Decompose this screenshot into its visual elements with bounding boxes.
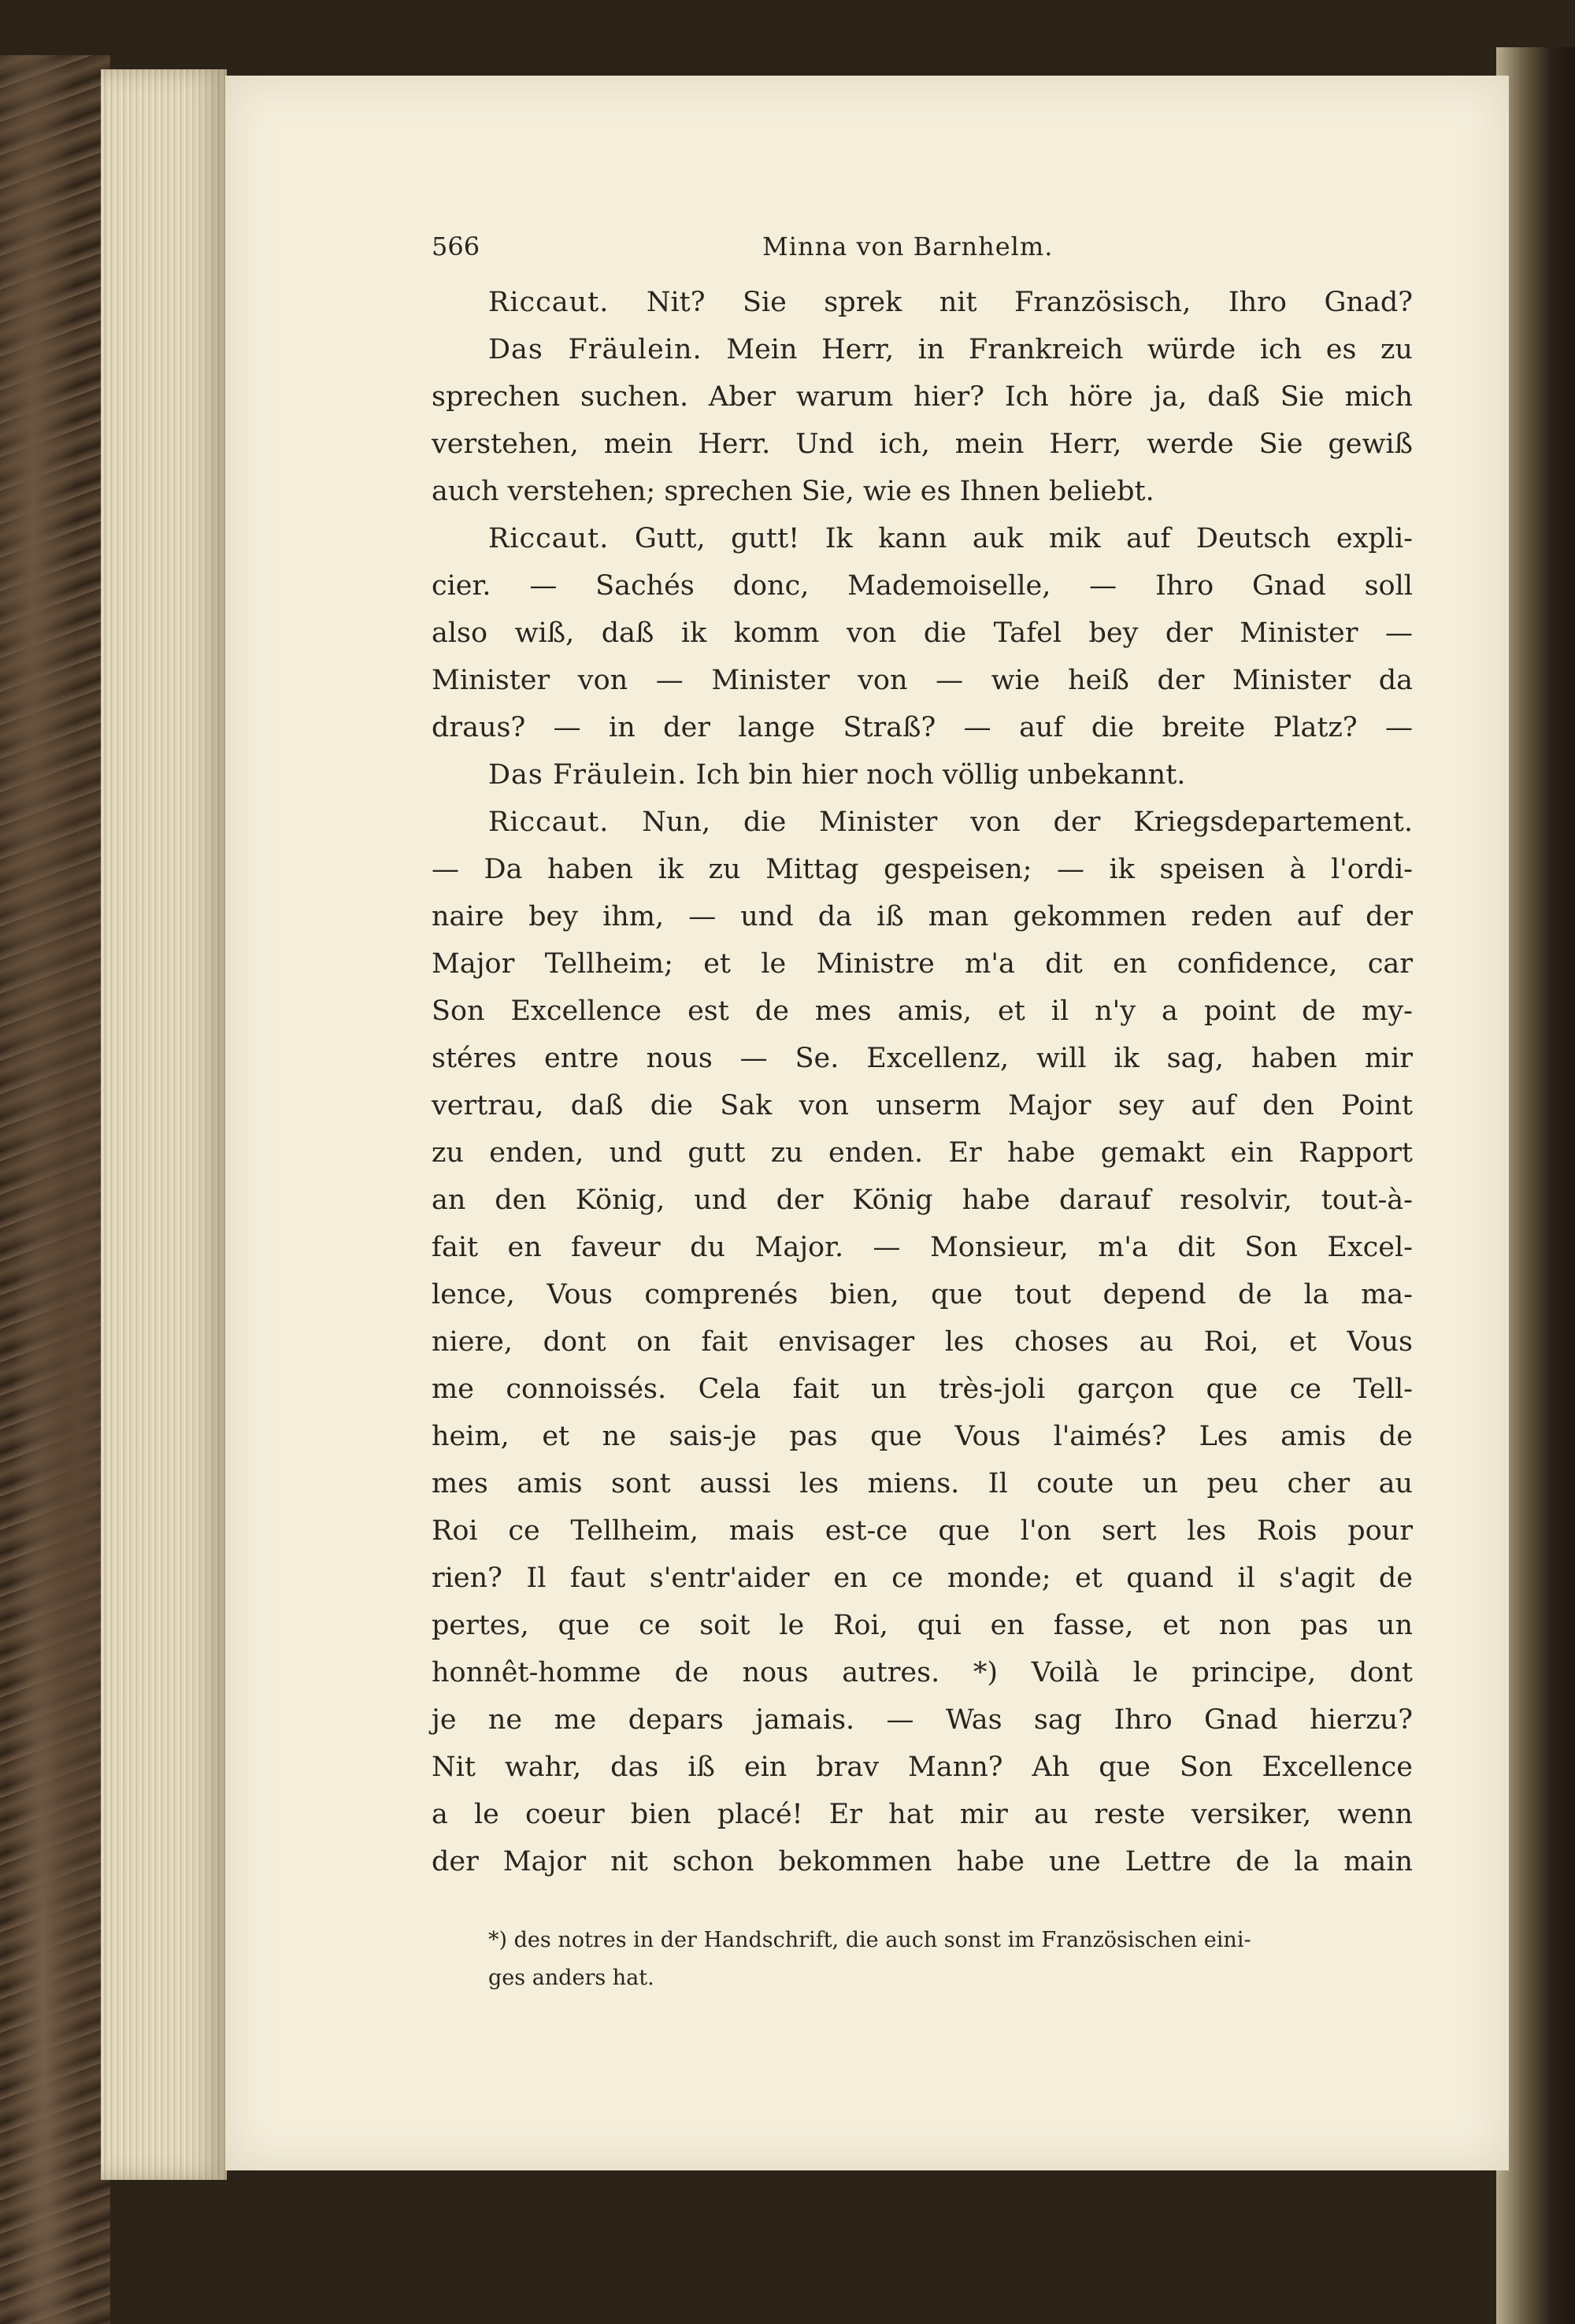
book-page [225,76,1509,2170]
text-line [432,421,1413,468]
line-text: verstehen, mein Herr. Und ich, mein Herr, werde Sie gewiß [432,428,1413,460]
line-text: Nit? Sie sprek nit Französisch, Ihro Gnad? [646,287,1413,318]
line-text: mes amis sont aussi les miens. Il coute un peu cher au [432,1468,1413,1499]
line-text: — Da haben ik zu Mittag gespeisen; — ik speisen à l'ordi- [432,854,1413,885]
marbled-cover [0,55,110,2324]
text-line [432,1649,1413,1696]
line-text: Minister von — Minister von — wie heiß der Minister da [432,665,1413,696]
line-text: cier. — Sachés donc, Mademoiselle, — Ihro Gnad soll [432,570,1413,602]
line-text: heim, et ne sais-je pas que Vous l'aimés? Les amis de [432,1421,1413,1452]
text-line [432,657,1413,704]
line-text: Nit wahr, das iß ein brav Mann? Ah que Son Excellence [432,1751,1413,1783]
text-line [432,1507,1413,1555]
line-text: Major Tellheim; et le Ministre m'a dit en confidence, car [432,948,1413,980]
text-line [432,1555,1413,1602]
footnote [432,1922,1413,1997]
line-text: sprechen suchen. Aber warum hier? Ich höre ja, daß Sie mich [432,381,1413,413]
running-head [432,232,1413,279]
line-text: vertrau, daß die Sak von unserm Major sey auf den Point [432,1090,1413,1121]
speaker-name: Riccaut. [488,806,610,838]
line-text: also wiß, daß ik komm von die Tafel bey der Minister — [432,617,1413,649]
text-line [432,1696,1413,1744]
text-line [432,468,1413,515]
text-line [432,515,1413,562]
line-text: zu enden, und gutt zu enden. Er habe gemakt ein Rapport [432,1137,1413,1169]
line-text: auch verstehen; sprechen Sie, wie es Ihnen beliebt. [432,476,1154,507]
speaker-name: Das Fräulein. [488,334,702,365]
text-line [432,1271,1413,1318]
text-line [432,1177,1413,1224]
running-title: Minna von Barnhelm. [762,232,1054,261]
text-line [432,1224,1413,1271]
text-line [432,1602,1413,1649]
line-text: honnêt-homme de nous autres. *) Voilà le principe, dont [432,1657,1413,1688]
line-text: Ich bin hier noch völlig unbekannt. [695,759,1186,791]
text-line [432,893,1413,940]
line-text: Mein Herr, in Frankreich würde ich es zu [726,334,1413,365]
line-text: pertes, que ce soit le Roi, qui en fasse, et non pas un [432,1610,1413,1641]
speaker-name: Riccaut. [488,523,610,554]
text-line [432,1744,1413,1791]
text-line [432,1460,1413,1507]
text-line [432,1129,1413,1177]
line-text: niere, dont on fait envisager les choses au Roi, et Vous [432,1326,1413,1358]
text-line [432,704,1413,751]
speaker-name: Das Fräulein. [488,759,687,791]
line-text: rien? Il faut s'entr'aider en ce monde; et quand il s'agit de [432,1562,1413,1594]
text-line [432,751,1413,799]
text-line [432,1035,1413,1082]
text-line [432,279,1413,326]
text-line [432,562,1413,610]
line-text: der Major nit schon bekommen habe une Lettre de la main [432,1846,1413,1877]
text-line [432,1318,1413,1366]
line-text: Son Excellence est de mes amis, et il n'y a point de my- [432,995,1413,1027]
speaker-name: Riccaut. [488,287,610,318]
text-line [432,326,1413,373]
text-line [432,610,1413,657]
footnote-line: ges anders hat. [488,1966,654,1990]
line-text: Nun, die Minister von der Kriegsdepartement. [642,806,1413,838]
line-text: lence, Vous comprenés bien, que tout depend de la ma- [432,1279,1413,1310]
text-line [432,1082,1413,1129]
text-line [432,1366,1413,1413]
page-number: 566 [432,232,480,261]
line-text: me connoissés. Cela fait un très-joli garçon que ce Tell- [432,1373,1413,1405]
footnote-line: *) des notres in der Handschrift, die auch sonst im Französischen eini- [488,1928,1251,1952]
line-text: an den König, und der König habe darauf resolvir, tout-à- [432,1184,1413,1216]
body-text [432,279,1413,1885]
text-line [432,940,1413,988]
line-text: a le coeur bien placé! Er hat mir au reste versiker, wenn [432,1799,1413,1830]
line-text: Roi ce Tellheim, mais est-ce que l'on sert les Rois pour [432,1515,1413,1547]
text-line [432,1413,1413,1460]
line-text: fait en faveur du Major. — Monsieur, m'a dit Son Excel- [432,1232,1413,1263]
text-line [432,1791,1413,1838]
line-text: naire bey ihm, — und da iß man gekommen reden auf der [432,901,1413,932]
text-line [432,373,1413,421]
page-edges [101,69,227,2180]
text-line [432,988,1413,1035]
text-line [432,1838,1413,1885]
text-line [432,846,1413,893]
line-text: Gutt, gutt! Ik kann auk mik auf Deutsch expli- [634,523,1413,554]
page-content [432,232,1413,1997]
line-text: stéres entre nous — Se. Excellenz, will ik sag, haben mir [432,1043,1413,1074]
line-text: draus? — in der lange Straß? — auf die breite Platz? — [432,712,1413,743]
line-text: je ne me depars jamais. — Was sag Ihro Gnad hierzu? [432,1704,1413,1736]
text-line [432,799,1413,846]
